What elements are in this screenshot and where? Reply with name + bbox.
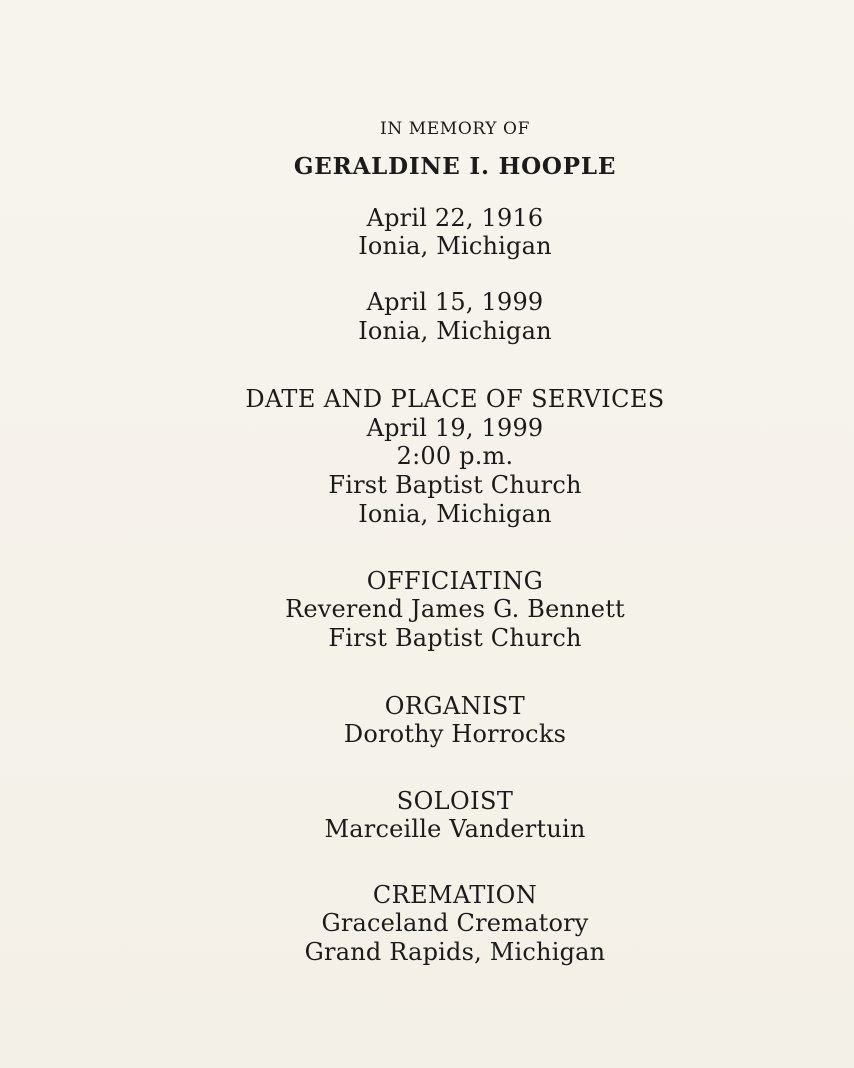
deceased-name: GERALDINE I. HOOPLE xyxy=(293,153,617,180)
organist-name: Dorothy Horrocks xyxy=(343,720,567,748)
birth-date: April 22, 1916 xyxy=(366,204,544,232)
organist-heading: ORGANIST xyxy=(384,692,526,720)
in-memory-label: IN MEMORY OF xyxy=(380,119,530,139)
services-place: Ionia, Michigan xyxy=(358,500,552,528)
officiating-name: Reverend James G. Bennett xyxy=(285,595,625,623)
cremation-place: Grand Rapids, Michigan xyxy=(304,938,606,966)
services-date: April 19, 1999 xyxy=(366,414,544,442)
cremation-name: Graceland Crematory xyxy=(321,909,589,937)
birth-place: Ionia, Michigan xyxy=(358,232,552,260)
death-date: April 15, 1999 xyxy=(366,288,544,316)
officiating-church: First Baptist Church xyxy=(328,624,582,652)
soloist-heading: SOLOIST xyxy=(396,787,514,815)
death-place: Ionia, Michigan xyxy=(358,317,552,345)
soloist-name: Marceille Vandertuin xyxy=(324,815,586,843)
services-time: 2:00 p.m. xyxy=(396,442,514,470)
cremation-heading: CREMATION xyxy=(372,881,538,909)
services-church: First Baptist Church xyxy=(328,471,582,499)
officiating-heading: OFFICIATING xyxy=(366,567,544,595)
services-heading: DATE AND PLACE OF SERVICES xyxy=(245,385,665,413)
